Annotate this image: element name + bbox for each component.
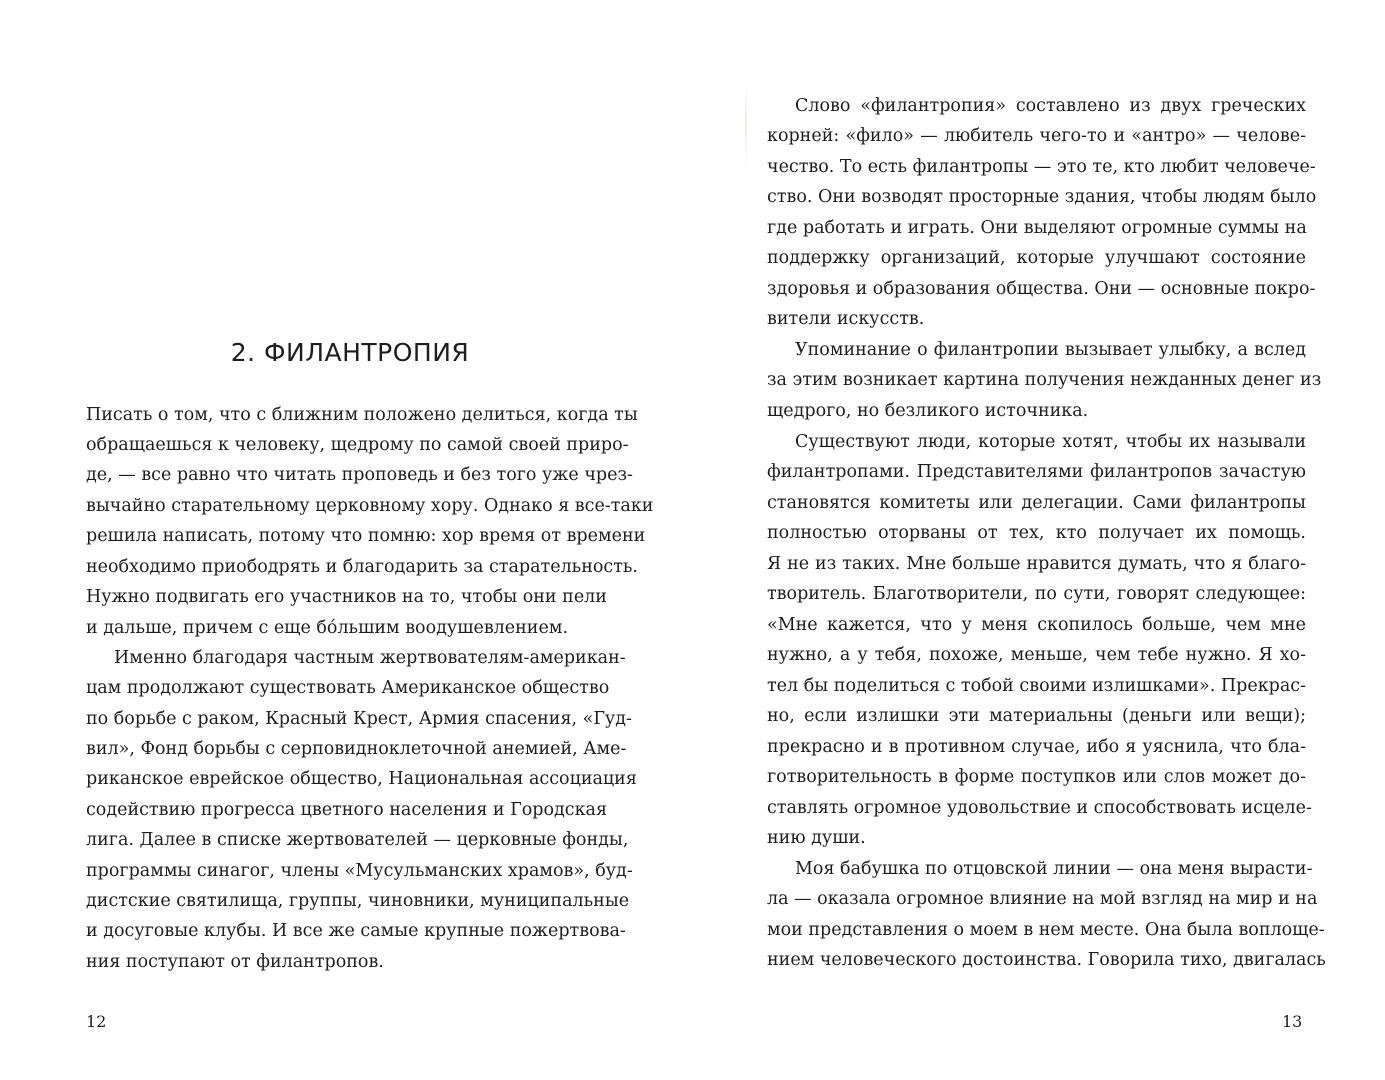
right-line-4: ство. Они возводят просторные здания, чтобы людям было xyxy=(767,187,1317,207)
left-line-17: дистские святилища, группы, чиновники, муниципальные xyxy=(86,891,630,911)
right-line-2: корней: «фило» — любитель чего-то и «антро» — челове- xyxy=(767,126,1306,146)
left-line-10: цам продолжают существовать Американское общество xyxy=(86,678,610,698)
right-line-11: щедрого, но безликого источника. xyxy=(767,401,1089,421)
right-line-24: ставлять огромное удовольствие и способствовать исцеле- xyxy=(767,798,1312,818)
right-line-8: вители искусств. xyxy=(767,309,925,329)
left-line-14: содействию прогресса цветного населения и Городская xyxy=(86,800,608,820)
right-line-14: становятся комитеты или делегации. Сами филантропы xyxy=(767,493,1306,513)
left-line-7: Нужно подвигать его участников на то, чтобы они пели xyxy=(86,587,607,607)
left-line-1: Писать о том, что с ближним положено делиться, когда ты xyxy=(86,405,638,425)
right-line-20: тел бы поделиться с тобой своими излишками». Прекрас- xyxy=(767,676,1306,696)
left-line-2: обращаешься к человеку, щедрому по самой своей приро- xyxy=(86,435,629,455)
left-line-18: и досуговые клубы. И все же самые крупные пожертвова- xyxy=(86,921,626,941)
right-line-15: полностью оторваны от тех, кто получает их помощь. xyxy=(767,523,1306,543)
right-line-10: за этим возникает картина получения нежданных денег из xyxy=(767,370,1322,390)
left-line-15: лига. Далее в списке жертвователей — церковные фонды, xyxy=(86,830,629,850)
page-gutter-shadow xyxy=(745,80,747,170)
left-line-5: решила написать, потому что помню: хор время от времени xyxy=(86,526,646,546)
right-line-16: Я не из таких. Мне больше нравится думать, что я благо- xyxy=(767,554,1306,574)
right-line-22: прекрасно и в противном случае, ибо я уяснила, что бла- xyxy=(767,737,1306,757)
right-line-28: мои представления о моем в нем месте. Она была воплоще- xyxy=(767,920,1325,940)
left-line-12: вил», Фонд борьбы с серповидноклеточной анемией, Аме- xyxy=(86,739,627,759)
right-line-3: чество. То есть филантропы — это те, кто любит человече- xyxy=(767,157,1316,177)
right-line-13: филантропами. Представителями филантропов зачастую xyxy=(767,462,1306,482)
right-line-23: готворительность в форме поступков или слов может до- xyxy=(767,767,1306,787)
page-number-right: 13 xyxy=(1282,1012,1303,1031)
right-line-25: нию души. xyxy=(767,828,866,848)
right-line-27: ла — оказала огромное влияние на мой взгляд на мир и на xyxy=(767,889,1318,909)
right-line-9: Упоминание о филантропии вызывает улыбку, а вслед xyxy=(795,340,1306,360)
right-line-19: нужно, а у тебя, похоже, меньше, чем тебе нужно. Я хо- xyxy=(767,645,1306,665)
right-line-1: Слово «филантропия» составлено из двух греческих xyxy=(795,96,1306,116)
chapter-title: 2. ФИЛАНТРОПИЯ xyxy=(230,338,470,367)
left-line-13: риканское еврейское общество, Национальная ассоциация xyxy=(86,769,637,789)
left-line-9: Именно благодаря частным жертвователям-американ- xyxy=(114,648,626,668)
right-line-7: здоровья и образования общества. Они — основные покро- xyxy=(767,279,1316,299)
right-line-21: но, если излишки эти материальны (деньги или вещи); xyxy=(767,706,1306,726)
left-line-11: по борьбе с раком, Красный Крест, Армия спасения, «Гуд- xyxy=(86,709,632,729)
right-line-18: «Мне кажется, что у меня скопилось больше, чем мне xyxy=(767,615,1306,635)
left-line-4: вычайно старательному церковному хору. Однако я все-таки xyxy=(86,496,654,516)
right-line-29: нием человеческого достоинства. Говорила тихо, двигалась xyxy=(767,950,1326,970)
right-line-26: Моя бабушка по отцовской линии — она меня вырасти- xyxy=(795,859,1313,879)
right-line-6: поддержку организаций, которые улучшают состояние xyxy=(767,248,1306,268)
left-line-3: де, — все равно что читать проповедь и без того уже чрез- xyxy=(86,465,633,485)
left-line-8: и дальше, причем с еще бóльшим воодушевлением. xyxy=(86,618,569,638)
left-line-6: необходимо приободрять и благодарить за старательность. xyxy=(86,557,638,577)
left-line-19: ния поступают от филантропов. xyxy=(86,952,384,972)
left-line-16: программы синагог, члены «Мусульманских храмов», буд- xyxy=(86,861,633,881)
page-number-left: 12 xyxy=(86,1012,107,1031)
right-line-17: творитель. Благотворители, по сути, говорят следующее: xyxy=(767,584,1306,604)
right-line-12: Существуют люди, которые хотят, чтобы их называли xyxy=(795,432,1306,452)
right-line-5: где работать и играть. Они выделяют огромные суммы на xyxy=(767,218,1307,238)
